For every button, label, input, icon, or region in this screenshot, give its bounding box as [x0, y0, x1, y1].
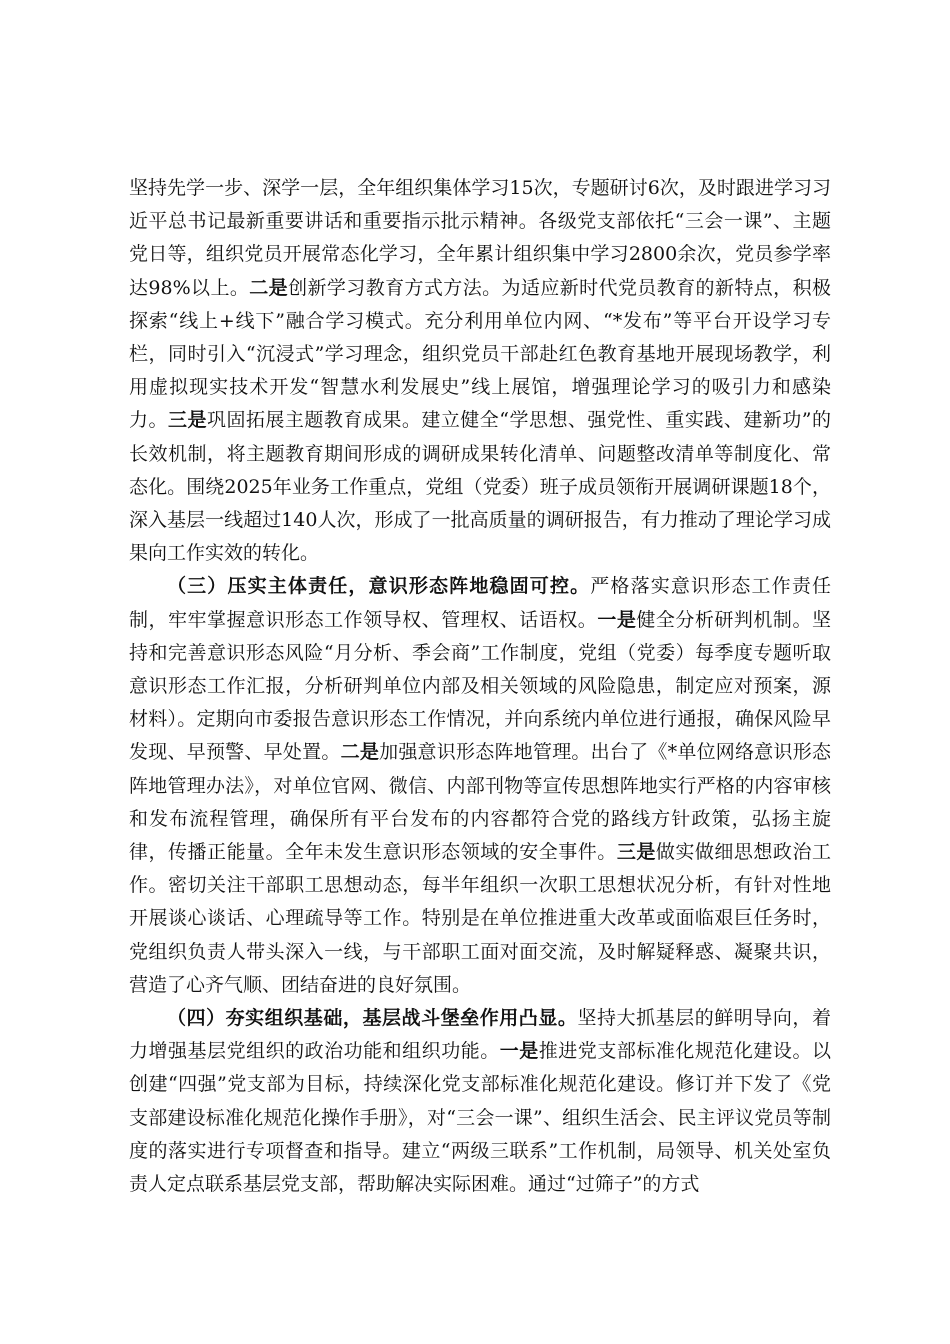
section-heading-3: （三）压实主体责任，意识形态阵地稳固可控。: [167, 575, 591, 598]
section-heading-4: （四）夯实组织基础，基层战斗堡垒作用凸显。: [167, 1007, 578, 1030]
paragraph-3-marker-1: 一是: [499, 1040, 539, 1063]
paragraph-1-text: 巩固拓展主题教育成果。建立健全“学思想、强党性、重实践、建新功”的长效机制，将主题教育期间形成的调研成果转化清单、问题整改清单等制度化、常态化。围绕2025年业务工作重点，党组（党委）班子成员领衔开展调研课题18个，深入基层一线超过140人次，形成了一批高质量的调研报告，有力推动了理论学习成果向工作实效的转化。: [129, 409, 831, 565]
document-body: [129, 172, 831, 1201]
paragraph-2-marker-2: 二是: [340, 741, 380, 764]
paragraph-2-marker-3: 三是: [616, 841, 656, 864]
paragraph-2-text: 做实做细思想政治工作。密切关注干部职工思想动态，每半年组织一次职工思想状况分析，有针对性地开展谈心谈话、心理疏导等工作。特别是在单位推进重大改革或面临艰巨任务时，党组织负责人带头深入一线，与干部职工面对面交流，及时解疑释惑、凝聚共识，营造了心齐气顺、团结奋进的良好氛围。: [129, 841, 831, 996]
paragraph-3-text: 推进党支部标准化规范化建设。以创建“四强”党支部为目标，持续深化党支部标准化规范化建设。修订并下发了《党支部建设标准化规范化操作手册》，对“三会一课”、组织生活会、民主评议党员等制度的落实进行专项督查和指导。建立“两级三联系”工作机制，局领导、机关处室负责人定点联系基层党支部，帮助解决实际困难。通过“过筛子”的方式: [129, 1040, 831, 1196]
paragraph-2: [129, 570, 831, 1002]
paragraph-2-text: 加强意识形态阵地管理。出台了《*单位网络意识形态阵地管理办法》，对单位官网、微信、内部刊物等宣传思想阵地实行严格的内容审核和发布流程管理，确保所有平台发布的内容都符合党的路线方针政策，弘扬主旋律，传播正能量。全年未发生意识形态领域的安全事件。: [129, 741, 831, 864]
paragraph-2-marker-1: 一是: [597, 608, 637, 631]
paragraph-2-text: 健全分析研判机制。坚持和完善意识形态风险“月分析、季会商”工作制度，党组（党委）每季度专题听取意识形态工作汇报，分析研判单位内部及相关领域的风险隐患，制定应对预案，源材料）。定期向市委报告意识形态工作情况，并向系统内单位进行通报，确保风险早发现、早预警、早处置。: [129, 608, 831, 764]
paragraph-3: [129, 1002, 831, 1201]
paragraph-2-text: 严格落实意识形态工作责任制，牢牢掌握意识形态工作领导权、管理权、话语权。: [129, 575, 831, 631]
paragraph-1-text: 创新学习教育方式方法。为适应新时代党员教育的新特点，积极探索“线上+线下”融合学习模式。充分利用单位内网、“*发布”等平台开设学习专栏，同时引入“沉浸式”学习理念，组织党员干部赴红色教育基地开展现场教学，利用虚拟现实技术开发“智慧水利发展史”线上展馆，增强理论学习的吸引力和感染力。: [129, 276, 831, 432]
paragraph-1-text: 坚持先学一步、深学一层，全年组织集体学习15次，专题研讨6次，及时跟进学习习近平总书记最新重要讲话和重要指示批示精神。各级党支部依托“三会一课”、主题党日等，组织党员开展常态化学习，全年累计组织集中学习2800余次，党员参学率达98%以上。: [129, 177, 831, 299]
paragraph-1: [129, 172, 831, 570]
paragraph-1-marker-2: 二是: [249, 276, 289, 299]
paragraph-3-text: 坚持大抓基层的鲜明导向，着力增强基层党组织的政治功能和组织功能。: [129, 1007, 831, 1063]
paragraph-1-marker-3: 三是: [167, 409, 207, 432]
